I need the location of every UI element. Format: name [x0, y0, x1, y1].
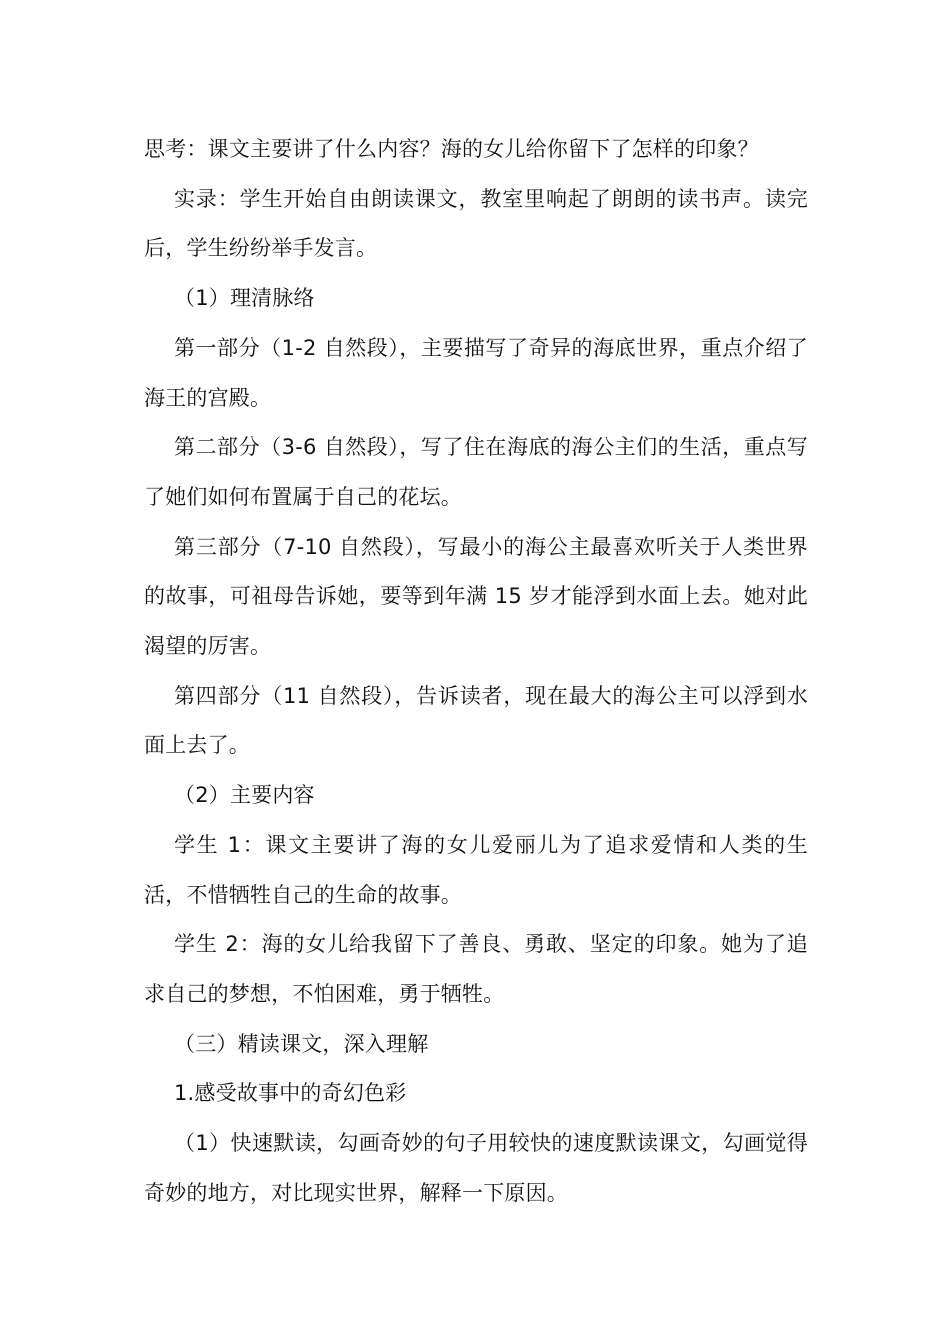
paragraph-heading-outline: （1）理清脉络: [174, 286, 315, 311]
paragraph-student-two: 学生 2：海的女儿给我留下了善良、勇敢、坚定的印象。她为了追求自己的梦想，不怕困难，勇于牺牲。: [144, 932, 808, 1006]
paragraph-student-one: 学生 1：课文主要讲了海的女儿爱丽儿为了追求爱情和人类的生活，不惜牺牲自己的生命的故事。: [144, 832, 808, 907]
paragraph-part-four: 第四部分（11 自然段），告诉读者，现在最大的海公主可以浮到水面上去了。: [144, 683, 808, 758]
paragraph-question: 思考：课文主要讲了什么内容？海的女儿给你留下了怎样的印象？: [144, 137, 759, 161]
paragraph-subsection-one: 1.感受故事中的奇幻色彩: [174, 1081, 407, 1106]
paragraph-record: 实录：学生开始自由朗读课文，教室里响起了朗朗的读书声。读完后，学生纷纷举手发言。: [144, 186, 808, 261]
paragraph-part-two: 第二部分（3-6 自然段），写了住在海底的海公主们的生活，重点写了她们如何布置属于自己的花坛。: [144, 435, 808, 509]
document-body: [144, 125, 808, 1218]
paragraph-quick-reading: （1）快速默读，勾画奇妙的句子用较快的速度默读课文，勾画觉得奇妙的地方，对比现实世界，解释一下原因。: [144, 1131, 808, 1205]
paragraph-heading-main-content: （2）主要内容: [174, 783, 315, 808]
paragraph-part-one: 第一部分（1-2 自然段），主要描写了奇异的海底世界，重点介绍了海王的宫殿。: [144, 335, 808, 410]
paragraph-part-three: 第三部分（7-10 自然段），写最小的海公主最喜欢听关于人类世界的故事，可祖母告诉她，要等到年满 15 岁才能浮到水面上去。她对此渴望的厉害。: [144, 534, 808, 659]
paragraph-section-three: （三）精读课文，深入理解: [174, 1031, 429, 1056]
